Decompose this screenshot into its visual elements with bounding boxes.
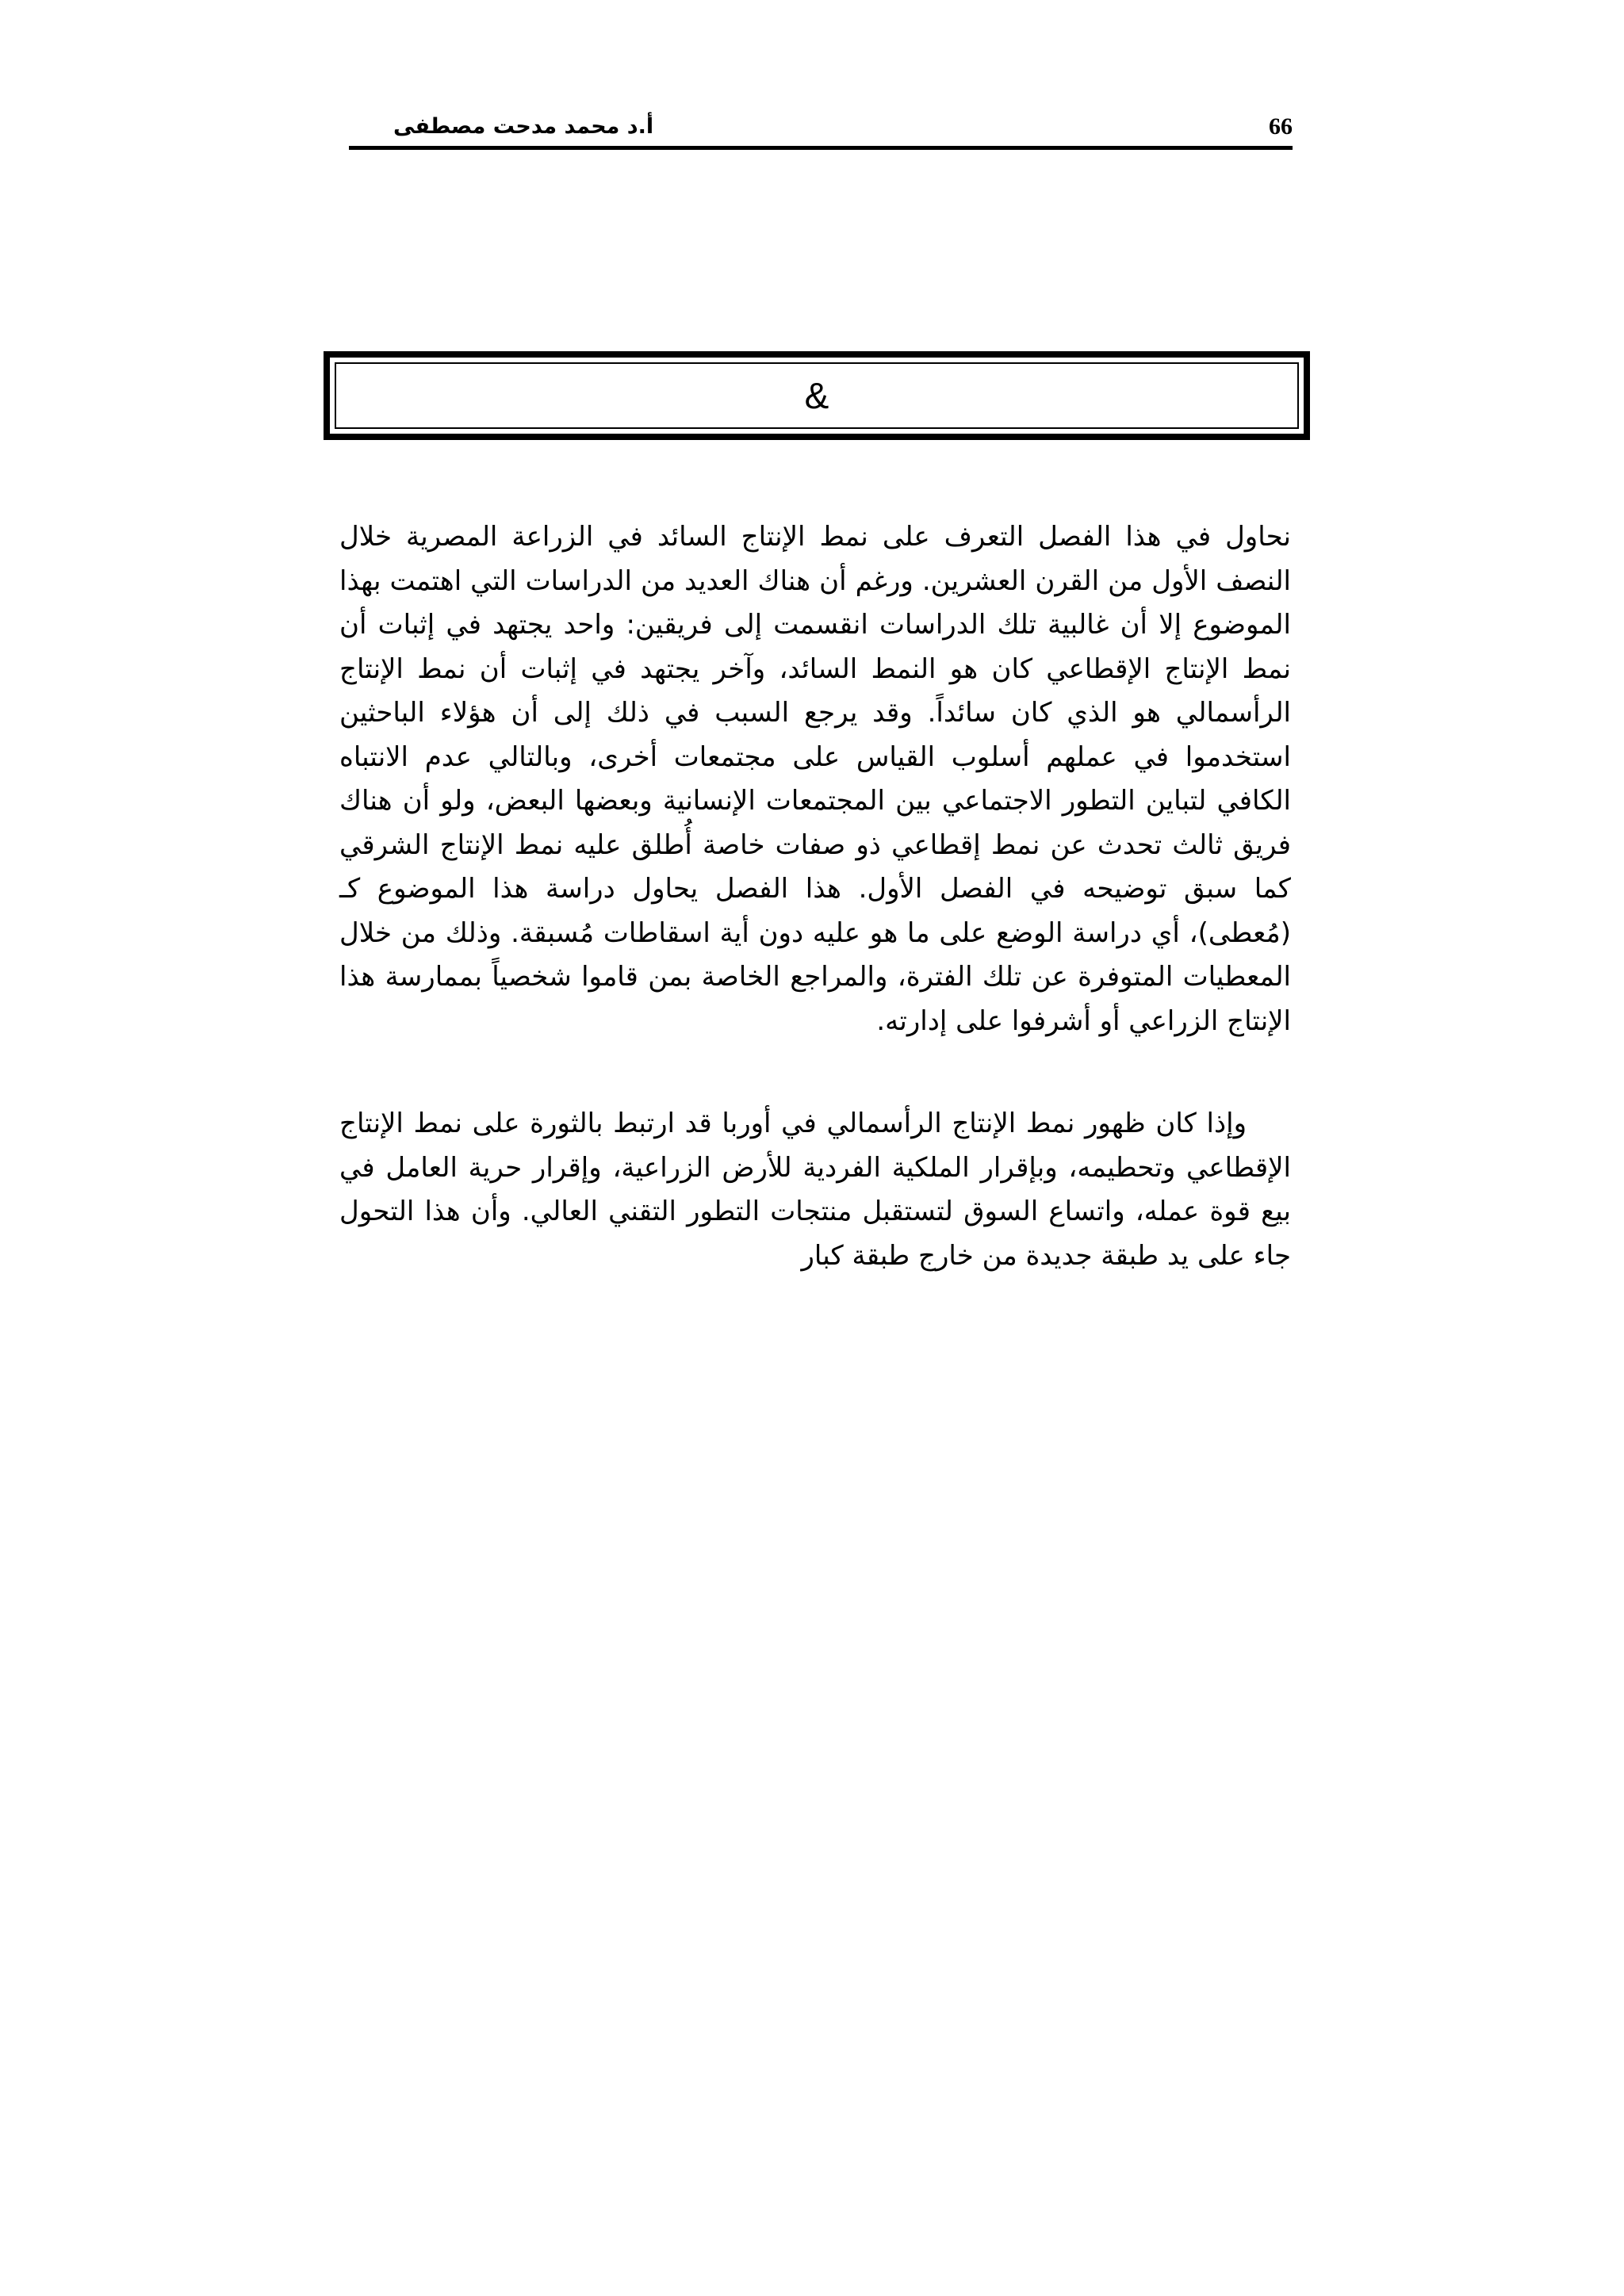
body-text [339,515,1291,1278]
running-header-author: أ.د محمد مدحت مصطفى [393,114,654,139]
paragraph: نحاول في هذا الفصل التعرف على نمط الإنتاج السائد في الزراعة المصرية خلال النصف الأول من القرن العشرين. ورغم أن هناك العديد من الدراسات التي اهتمت بهذا الموضوع إلا أن غالبية تلك الدراسات انقسمت إلى فريقين: واحد يجتهد في إثبات أن نمط الإنتاج الإقطاعي كان هو النمط السائد، وآخر يجتهد في إثبات أن نمط الإنتاج الرأسمالي هو الذي كان سائداً. وقد يرجع السبب في ذلك إلى أن هؤلاء الباحثين استخدموا في عملهم أسلوب القياس على مجتمعات أخرى، وبالتالي عدم الانتباه الكافي لتباين التطور الاجتماعي بين المجتمعات الإنسانية وبعضها البعض، ولو أن هناك فريق ثالث تحدث عن نمط إقطاعي ذو صفات خاصة أُطلق عليه نمط الإنتاج الشرقي كما سبق توضيحه في الفصل الأول. هذا الفصل يحاول دراسة هذا الموضوع كـ (مُعطى)، أي دراسة الوضع على ما هو عليه دون أية اسقاطات مُسبقة. وذلك من خلال المعطيات المتوفرة عن تلك الفترة، والمراجع الخاصة بمن قاموا شخصياً بممارسة هذا الإنتاج الزراعي أو أشرفوا على إدارته. [339,521,1291,1037]
chapter-title-symbol: & [804,375,829,416]
running-header [349,95,1293,151]
paragraph: وإذا كان ظهور نمط الإنتاج الرأسمالي في أوربا قد ارتبط بالثورة على نمط الإنتاج الإقطاعي وتحطيمه، وبإقرار الملكية الفردية للأرض الزراعية، وإقرار حرية العامل في بيع قوة عمله، واتساع السوق لتستقبل منتجات التطور التقني العالي. وأن هذا التحول جاء على يد طبقة جديدة من خارج طبقة كبار [339,1108,1291,1272]
chapter-title-frame [324,351,1310,440]
header-rule [349,146,1293,150]
page-number: 66 [1269,113,1293,140]
chapter-title-frame-inner [335,362,1299,429]
